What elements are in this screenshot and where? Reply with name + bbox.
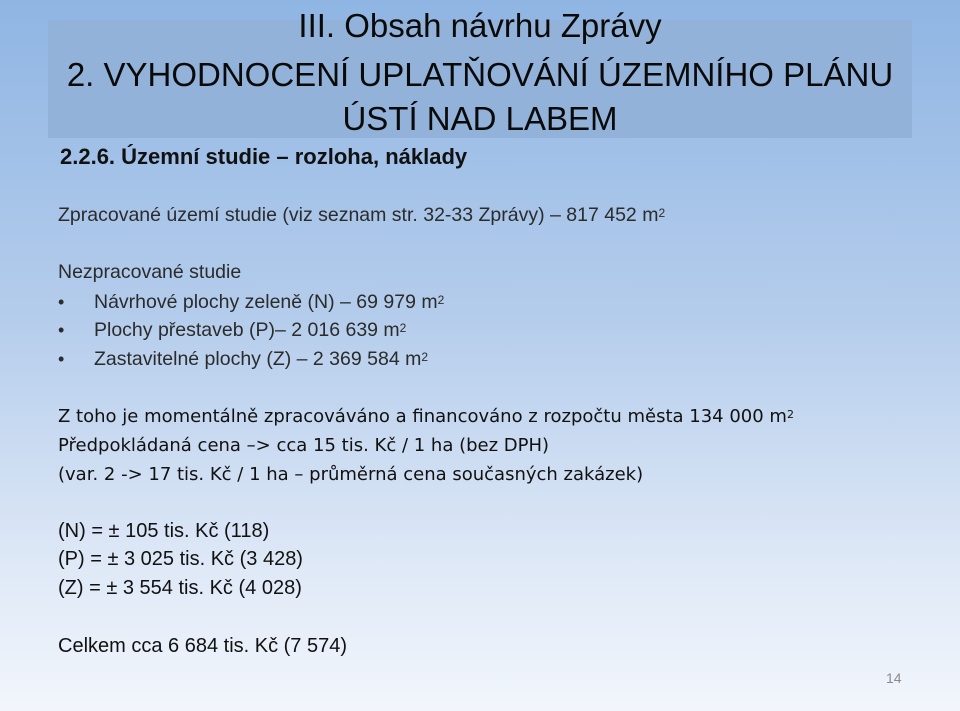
slide-title-line-3: ÚSTÍ NAD LABEM <box>342 100 618 137</box>
bullet-text: Zastavitelné plochy (Z) – 2 369 584 m <box>94 348 422 370</box>
slide-title-line-2: 2. VYHODNOCENÍ UPLATŇOVÁNÍ ÚZEMNÍHO PLÁNU <box>66 56 894 93</box>
section-subtitle: 2.2.6. Územní studie – rozloha, náklady <box>60 144 468 169</box>
financing-line-2: Předpokládaná cena –> cca 15 tis. Kč / 1 ha (bez DPH) <box>58 435 550 456</box>
total-cost: Celkem cca 6 684 tis. Kč (7 574) <box>58 635 348 657</box>
bullet-item-p <box>58 317 406 343</box>
unprocessed-heading: Nezpracované studie <box>58 261 242 283</box>
processed-area-text: Zpracované území studie (viz seznam str. 32-33 Zprávy) – 817 452 m <box>58 204 659 226</box>
bullet-item-n <box>58 289 444 315</box>
bullet-sup: 2 <box>399 321 407 335</box>
financing-line-1 <box>58 404 794 430</box>
cost-p: (P) = ± 3 025 tis. Kč (3 428) <box>58 548 303 570</box>
page-number: 14 <box>886 670 902 686</box>
slide-title-line-1: III. Obsah návrhu Zprávy <box>298 7 662 44</box>
financing-sup: 2 <box>786 408 794 421</box>
bullet-icon: • <box>58 292 65 312</box>
processed-area-sup: 2 <box>658 206 666 220</box>
bullet-icon: • <box>58 320 65 340</box>
bullet-sup: 2 <box>421 350 429 364</box>
bullet-item-z <box>58 346 428 372</box>
cost-z: (Z) = ± 3 554 tis. Kč (4 028) <box>58 577 302 599</box>
bullet-icon: • <box>58 349 65 369</box>
financing-line-3: (var. 2 -> 17 tis. Kč / 1 ha – průměrná cena současných zakázek) <box>58 464 644 485</box>
financing-text-1: Z toho je momentálně zpracováváno a financováno z rozpočtu města 134 000 m <box>58 406 787 427</box>
bullet-text: Plochy přestaveb (P)– 2 016 639 m <box>94 319 400 341</box>
cost-n: (N) = ± 105 tis. Kč (118) <box>58 520 270 542</box>
bullet-sup: 2 <box>437 293 445 307</box>
processed-area-line <box>58 202 665 228</box>
bullet-text: Návrhové plochy zeleně (N) – 69 979 m <box>94 291 438 313</box>
